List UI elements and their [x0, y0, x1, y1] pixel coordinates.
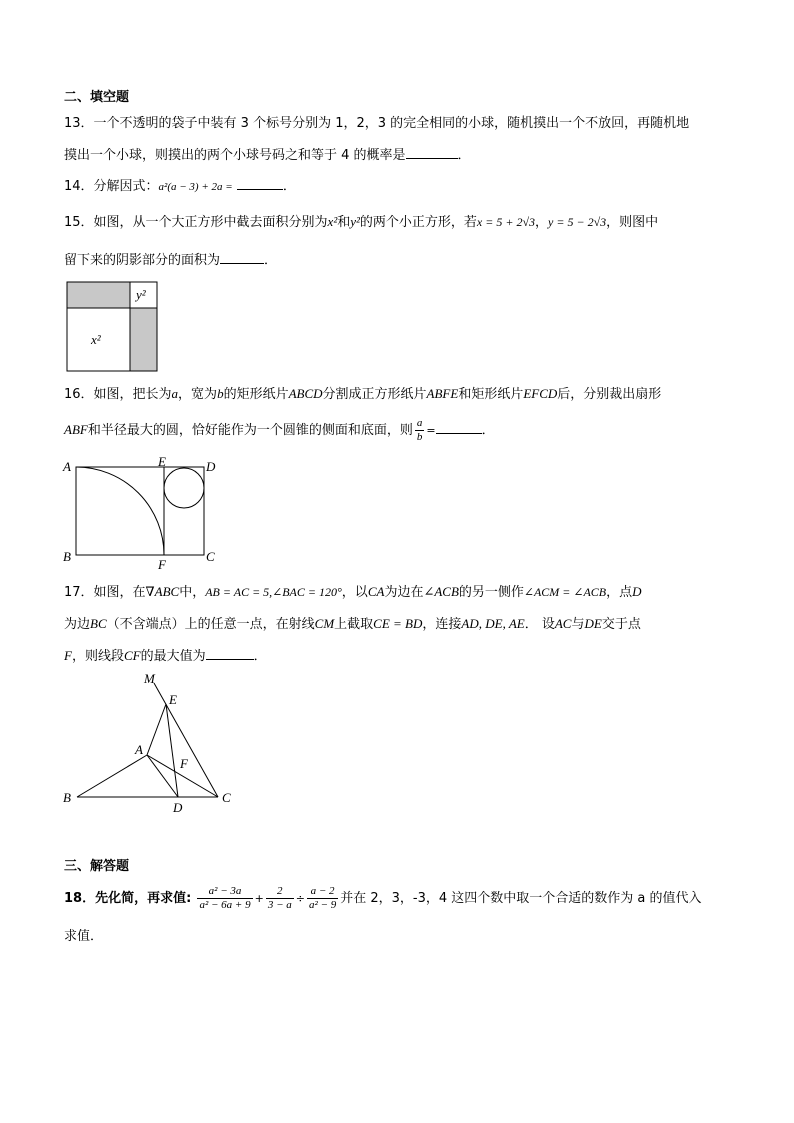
- q17-angle-acb: ∠ACB: [423, 584, 459, 599]
- ray-cm: [154, 683, 218, 797]
- q14-expression: a²(a − 3) + 2a =: [158, 181, 233, 193]
- label-a: A: [135, 742, 143, 757]
- q18-fraction-2: [266, 885, 294, 912]
- q16-text3: 的矩形纸片: [223, 387, 289, 402]
- q18-line1: [64, 882, 701, 916]
- segment-ae: [147, 704, 166, 755]
- q15-x-squared: x²: [327, 214, 338, 229]
- answer-blank: [406, 146, 458, 159]
- q16-abfe: ABFE: [426, 386, 459, 401]
- section-title-fill-in: 二、填空题: [64, 90, 130, 105]
- q15-square-figure: [60, 278, 166, 376]
- q17-de: DE: [584, 616, 602, 631]
- q16-abcd: ABCD: [288, 386, 323, 401]
- section-title-solve: 三、解答题: [64, 859, 130, 874]
- fraction-numerator: 2: [266, 885, 294, 899]
- q17-text14: ，则线段: [71, 649, 124, 664]
- label-m: M: [144, 671, 155, 686]
- q13-line1: 13．一个不透明的袋子中装有 3 个标号分别为 1，2，3 的完全相同的小球，随机摸出一个不放回，再随机地: [64, 116, 690, 131]
- q17-ac: AC: [554, 616, 572, 631]
- q17-text5: 的另一侧作: [458, 585, 524, 600]
- q17-line1: [64, 583, 642, 602]
- label-f: F: [158, 557, 166, 572]
- q17-text3: ，以: [341, 585, 368, 600]
- q17-text1: 17．如图，在: [64, 585, 146, 600]
- q17-bc: BC: [90, 616, 107, 631]
- q13-line2: [64, 146, 471, 165]
- q17-line2: [64, 615, 641, 634]
- q17-text9: 上截取: [334, 617, 374, 632]
- q17-text11: ． 设: [524, 617, 555, 632]
- shaded-region-right: [130, 308, 157, 371]
- q13-text: 摸出一个小球，则摸出的两个小球号码之和等于 4 的概率是: [64, 148, 406, 163]
- q17-line3: [64, 647, 267, 666]
- q18-text1: 18．先化简，再求值:: [64, 891, 192, 906]
- q18-divide: ÷: [295, 892, 305, 905]
- q15-comma: ，: [535, 215, 549, 230]
- q17-text8: （不含端点）上的任意一点，在射线: [106, 617, 315, 632]
- q17-text6: ，点: [606, 585, 633, 600]
- label-x-squared: x²: [91, 332, 101, 347]
- q17-end: ．: [253, 649, 267, 664]
- q17-ca: CA: [367, 584, 385, 599]
- q16-text6: 后，分别裁出扇形: [557, 387, 662, 402]
- label-c: C: [222, 790, 231, 805]
- q15-y-squared: y²: [350, 214, 360, 229]
- q15-text5: 留下来的阴影部分的面积为: [64, 253, 221, 268]
- fraction-numerator: a² − 3a: [197, 885, 252, 899]
- q17-segments: AD, DE, AE: [461, 616, 525, 631]
- q16-line1: [64, 385, 661, 404]
- q15-y-value: y = 5 − 2√3: [548, 215, 607, 229]
- q17-text7: 为边: [64, 617, 91, 632]
- q16-equals: =: [426, 424, 436, 437]
- q16-rectangle-figure: [60, 455, 230, 573]
- q18-plus: +: [254, 892, 264, 905]
- fraction-denominator: b: [416, 431, 423, 443]
- q17-d: D: [632, 584, 642, 599]
- q18-line2: 求值．: [64, 929, 104, 944]
- q17-text4: 为边在: [384, 585, 424, 600]
- q17-triangle: ∇ABC: [145, 584, 180, 599]
- label-y-squared: y²: [136, 287, 146, 302]
- answer-blank: [220, 251, 264, 264]
- q17-cf: CF: [123, 648, 141, 663]
- q16-var-b: b: [217, 386, 224, 401]
- q18-fraction-3: [307, 885, 338, 912]
- q17-text10: ，连接: [422, 617, 462, 632]
- q17-angle-acm: ∠ACM = ∠ACB: [523, 585, 607, 599]
- q16-text2: ，宽为: [178, 387, 218, 402]
- q17-condition: AB = AC = 5,∠BAC = 120°: [205, 585, 342, 599]
- q18-fraction-1: [197, 885, 252, 912]
- fraction-denominator: 3 − a: [267, 899, 292, 911]
- q16-abf: ABF: [64, 422, 88, 437]
- sector-arc: [76, 467, 164, 555]
- inscribed-circle: [164, 468, 204, 508]
- q15-text3: 的两个小正方形，若: [359, 215, 477, 230]
- q17-text12: 与: [571, 617, 585, 632]
- segment-ab: [77, 755, 147, 797]
- q17-cm: CM: [314, 616, 335, 631]
- label-d: D: [206, 459, 216, 474]
- q15-text2: 和: [337, 215, 351, 230]
- q13-end: ．: [457, 148, 471, 163]
- q15-x-value: x = 5 + 2√3: [476, 215, 536, 229]
- answer-blank: [436, 421, 482, 434]
- label-f: F: [180, 756, 188, 771]
- q15-end: ．: [264, 253, 278, 268]
- label-a: A: [63, 459, 71, 474]
- fraction-denominator: a² − 9: [308, 899, 337, 911]
- answer-blank: [206, 647, 254, 660]
- q17-text13: 交于点: [601, 617, 641, 632]
- q16-text4: 分割成正方形纸片: [322, 387, 427, 402]
- fraction-numerator: a − 2: [307, 885, 338, 899]
- q18-text2: 并在 2，3，-3，4 这四个数中取一个合适的数作为 a 的值代入: [340, 891, 702, 906]
- label-d: D: [173, 800, 183, 815]
- shaded-region-top: [67, 282, 130, 308]
- q16-fraction: [415, 417, 425, 444]
- fraction-denominator: a² − 6a + 9: [199, 899, 251, 911]
- q16-text1: 16．如图，把长为: [64, 387, 172, 402]
- q14-prefix: 14．分解因式：: [64, 179, 159, 194]
- q16-efcd: EFCD: [523, 386, 558, 401]
- q14-line: [64, 177, 296, 196]
- q17-f: F: [64, 648, 72, 663]
- fraction-numerator: a: [416, 417, 423, 429]
- q15-line2: [64, 251, 277, 270]
- label-b: B: [63, 549, 71, 564]
- q17-text2: 中，: [179, 585, 206, 600]
- q14-end: ．: [282, 179, 296, 194]
- label-b: B: [63, 790, 71, 805]
- label-e: E: [169, 692, 177, 707]
- q17-ce-bd: CE = BD: [373, 616, 423, 631]
- rectangle-abcd: [76, 467, 204, 555]
- q17-text15: 的最大值为: [140, 649, 206, 664]
- label-c: C: [206, 549, 215, 564]
- q16-text5: 和矩形纸片: [458, 387, 524, 402]
- q15-text1: 15．如图，从一个大正方形中截去面积分别为: [64, 215, 328, 230]
- label-e: E: [158, 455, 166, 469]
- answer-blank: [237, 177, 283, 190]
- q16-end: ．: [481, 423, 495, 438]
- q16-var-a: a: [171, 386, 179, 401]
- q16-line2: [64, 415, 495, 446]
- q17-triangle-figure: [58, 668, 248, 818]
- q15-line1: [64, 213, 658, 232]
- q15-text4: ，则图中: [606, 215, 659, 230]
- q16-text7: 和半径最大的圆，恰好能作为一个圆锥的侧面和底面，则: [87, 423, 413, 438]
